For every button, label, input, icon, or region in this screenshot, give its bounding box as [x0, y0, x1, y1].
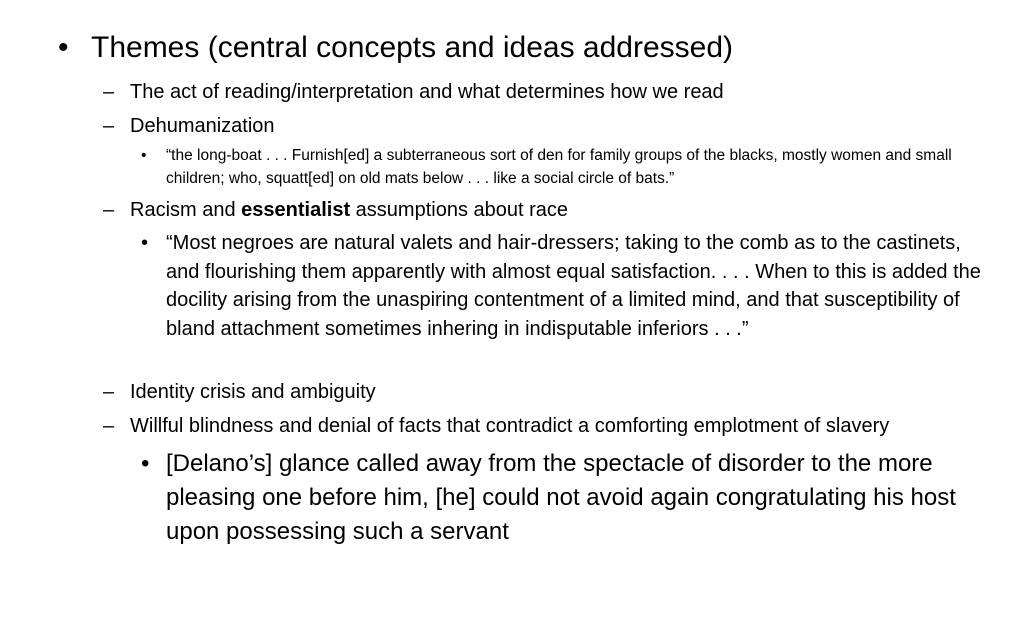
bullet-dash-icon: –: [103, 199, 115, 221]
theme-item: [103, 412, 1003, 440]
quote-text: [Delano’s] glance called away from the spectacle of disorder to the more pleasing one before him, [he] could not avoid again congratulating his host upon possessing such a servant: [166, 450, 956, 545]
theme-text: Dehumanization: [130, 115, 275, 137]
theme-item: [103, 378, 1003, 406]
bullet-dash-icon: –: [103, 381, 115, 403]
theme-text: The act of reading/interpretation and what determines how we read: [130, 81, 724, 103]
theme-text-before: Racism and: [130, 199, 242, 221]
theme-text-after: assumptions about race: [350, 199, 569, 221]
theme-item: [103, 78, 1003, 106]
bullet-dash-icon: –: [103, 415, 115, 437]
quote-item: [141, 447, 971, 549]
theme-text: Identity crisis and ambiguity: [130, 381, 376, 403]
heading-text: Themes (central concepts and ideas addressed): [91, 31, 734, 64]
theme-item: [103, 196, 1003, 224]
theme-text: [130, 196, 1003, 224]
theme-text-bold: essentialist: [241, 199, 351, 221]
heading-bullet: [58, 28, 998, 68]
theme-item: [103, 112, 1003, 140]
quote-item: [141, 144, 1001, 190]
bullet-dash-icon: –: [103, 115, 115, 137]
bullet-dot-icon: •: [141, 450, 150, 477]
theme-text: Willful blindness and denial of facts that contradict a comforting emplotment of slavery: [130, 415, 890, 437]
bullet-dot-icon: •: [141, 232, 149, 254]
quote-text: “Most negroes are natural valets and hair-dressers; taking to the comb as to the castinets, and flourishing them apparently with almost equal satisfaction. . . . When to this is added the docility arising from the unaspiring contentment of a limited mind, and that susceptibility of bland attachment sometimes inhering in indisputable inferiors . . .”: [166, 232, 981, 340]
quote-item: [141, 229, 981, 343]
bullet-dot-icon: •: [58, 31, 69, 64]
quote-text: “the long-boat . . . Furnish[ed] a subterraneous sort of den for family groups of the blacks, mostly women and small children; who, squatt[ed] on old mats below . . . like a social circle of bats.”: [166, 147, 952, 187]
bullet-dot-icon: •: [141, 147, 147, 164]
bullet-dash-icon: –: [103, 81, 115, 103]
